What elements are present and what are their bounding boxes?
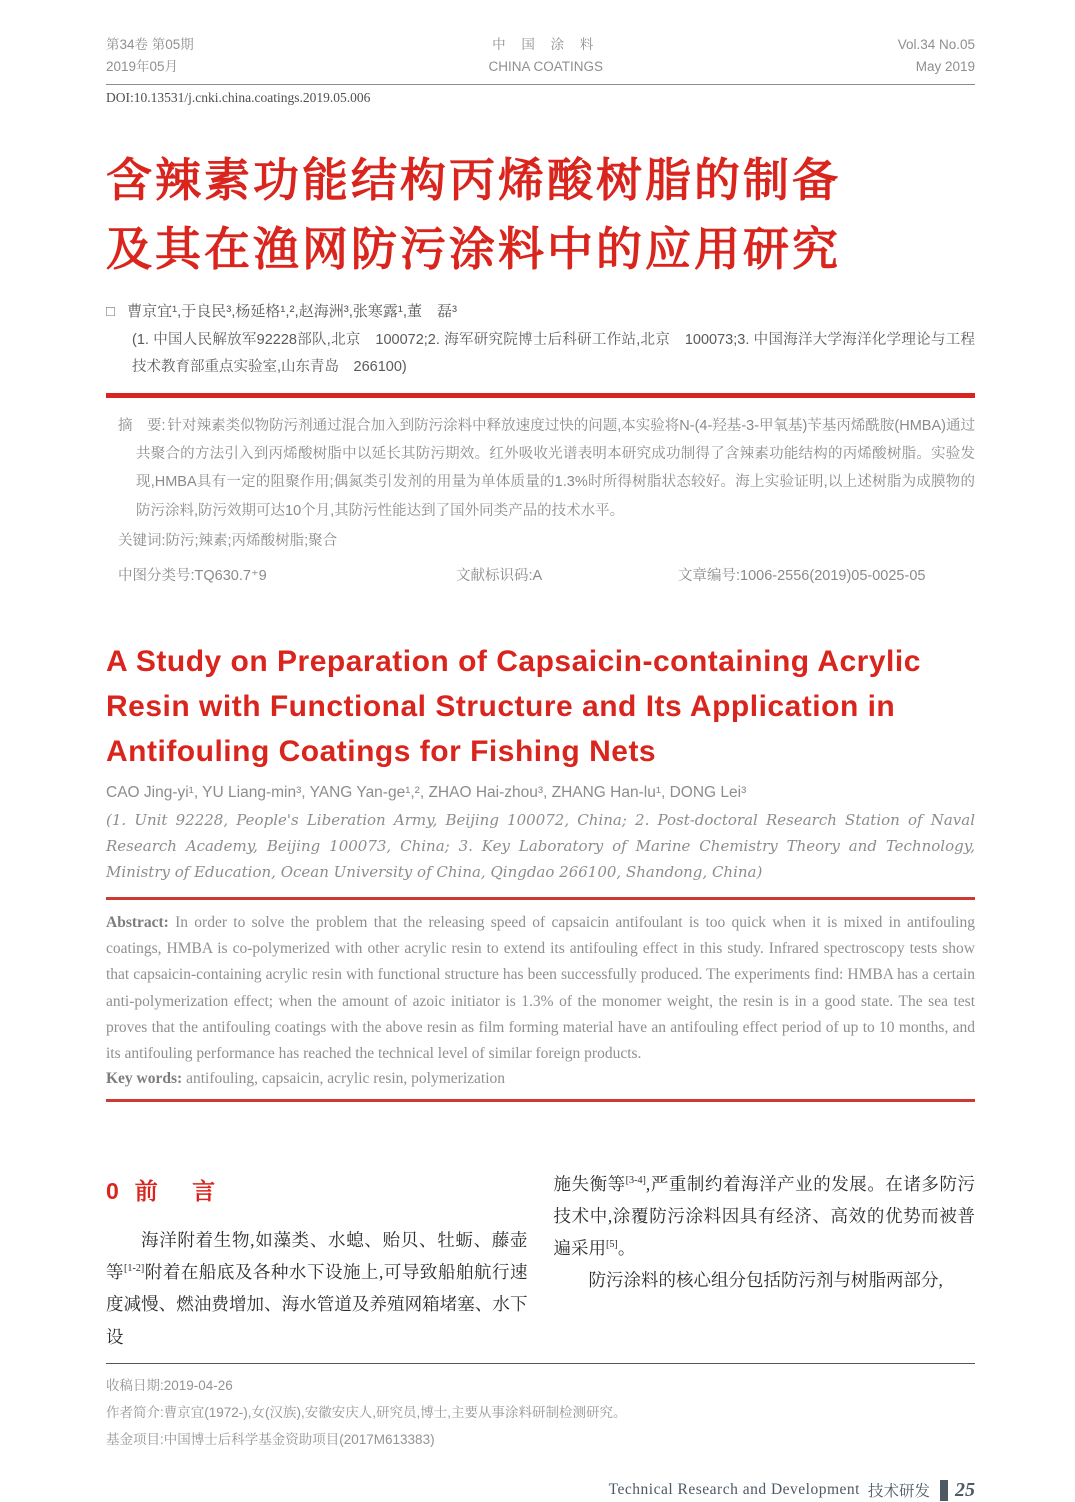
author-names-cn: 曹京宜¹,于良民³,杨延格¹,²,赵海洲³,张寒露¹,董 磊³	[127, 303, 458, 321]
red-divider-thick	[106, 393, 975, 398]
body-paragraph: 施失衡等[3-4],严重制约着海洋产业的发展。在诸多防污技术中,涂覆防污涂料因具有经济、高效的优势而被普遍采用[5]。	[553, 1173, 976, 1259]
abstract-text-cn: 针对辣素类似物防污剂通过混合加入到防污涂料中释放速度过快的问题,本实验将N-(4-羟基-3-甲氧基)苄基丙烯酰胺(HMBA)通过共聚合的方法引入到丙烯酸树脂中以延长其防污期效。红外吸收光谱表明本研究成功制得了含辣素功能结构的丙烯酸树脂。实验发现,HMBA具有一定的阻聚作用;偶氮类引发剂的用量为单体质量的1.3%时所得树脂状态较好。海上实验证明,以上述树脂为成膜物的防污涂料,防污效期可达10个月,其防污性能达到了国外同类产品的技术水平。	[136, 417, 975, 519]
header-issue-info	[106, 34, 194, 77]
volume-issue-en: Vol.34 No.05	[897, 37, 975, 52]
article-meta-row	[118, 564, 975, 585]
red-divider-1	[106, 897, 975, 900]
footnotes	[106, 1372, 975, 1453]
title-cn-line2: 及其在渔网防污涂料中的应用研究	[106, 223, 841, 276]
article-id: 文章编号:1006-2556(2019)05-0025-05	[678, 567, 926, 584]
document-code: 文献标识码:A	[456, 567, 543, 584]
header-issue-info-en	[898, 34, 975, 77]
body-columns	[106, 1168, 975, 1353]
title-cn-line1: 含辣素功能结构丙烯酸树脂的制备	[106, 154, 841, 207]
footnote-divider	[106, 1363, 975, 1364]
title-en-line3: Antifouling Coatings for Fishing Nets	[106, 734, 657, 768]
article-title-cn	[106, 146, 975, 284]
doi: DOI:10.13531/j.cnki.china.coatings.2019.05.006	[106, 90, 371, 106]
keywords-cn	[118, 529, 975, 550]
authors-en: CAO Jing-yi¹, YU Liang-min³, YANG Yan-ge¹,², ZHAO Hai-zhou³, ZHANG Han-lu¹, DONG Lei³	[106, 783, 747, 801]
date-en: May 2019	[915, 58, 975, 74]
journal-header	[106, 34, 975, 77]
page-number: 25	[955, 1478, 975, 1501]
volume-issue-cn: 第34卷 第05期	[106, 37, 194, 52]
footer-section-en: Technical Research and Development	[608, 1481, 860, 1499]
keywords-text-en: antifouling, capsaicin, acrylic resin, polymerization	[182, 1069, 506, 1087]
section-number: 0	[106, 1177, 119, 1204]
body-column-right	[554, 1168, 976, 1353]
body-paragraph: 海洋附着生物,如藻类、水螅、贻贝、牡蛎、藤壶等[1-2]附着在船底及各种水下设施上,可导致船舶航行速度减慢、燃油费增加、海水管道及养殖网箱堵塞、水下设	[106, 1230, 528, 1347]
keywords-label-cn: 关键词:	[118, 532, 166, 549]
clc-number: 中图分类号:TQ630.7⁺9	[118, 567, 267, 584]
article-title-en	[106, 639, 975, 774]
authors-cn	[106, 300, 975, 321]
abstract-text-en: In order to solve the problem that the releasing speed of capsaicin antifoulant is too quick when it is mixed in antifouling coatings, HMBA is co-polymerized with other acrylic resin to extend its antifouling effect in this study. Infrared spectroscopy tests show that capsaicin-containing acrylic resin with functional structure has been successfully produced. The experiments find: HMBA has a certain anti-polymerization effect; when the amount of azoic initiator is 1.3% of the monomer weight, the resin is in a good state. The sea test proves that the antifouling coatings with the above resin as film forming material have an antifouling effect period of up to 10 months, and its antifouling performance has reached the technical level of similar foreign products.	[106, 913, 975, 1063]
footnote-author-bio: 作者简介:曹京宜(1972-),女(汉族),安徽安庆人,研究员,博士,主要从事涂料研制检测研究。	[106, 1404, 627, 1420]
keywords-en	[106, 1070, 975, 1088]
journal-name-cn: 中 国 涂 料	[492, 37, 600, 52]
affiliation-en: (1. Unit 92228, People's Liberation Army, Beijing 100072, China; 2. Post-doctoral Research Station of Naval Research Academy, Beijing 100073, China; 3. Key Laboratory of Marine Chemistry Theory and Technology, Ministry of Education, Ocean University of China, Qingdao 266100, Shandong, China)	[106, 810, 975, 882]
page-footer	[106, 1479, 975, 1502]
date-cn: 2019年05月	[106, 58, 179, 74]
journal-name	[488, 34, 603, 77]
affiliation-cn: (1. 中国人民解放军92228部队,北京 100072;2. 海军研究院博士后科研工作站,北京 100073;3. 中国海洋大学海洋化学理论与工程技术教育部重点实验室,山东青岛 266100)	[132, 332, 975, 375]
abstract-label-cn: 摘 要:	[118, 417, 166, 434]
title-en-line2: Resin with Functional Structure and Its Application in	[106, 689, 896, 723]
title-en-line1: A Study on Preparation of Capsaicin-containing Acrylic	[106, 644, 921, 678]
footer-section-cn: 技术研发	[867, 1483, 930, 1501]
header-divider	[106, 84, 975, 85]
abstract-en	[106, 910, 975, 1068]
section-title: 前 言	[134, 1177, 230, 1204]
abstract-label-en: Abstract:	[106, 913, 169, 931]
body-column-left	[106, 1168, 528, 1353]
keywords-label-en: Key words:	[106, 1069, 183, 1087]
red-divider-2	[106, 1099, 975, 1102]
body-paragraph: 防污涂料的核心组分包括防污剂与树脂两部分,	[588, 1270, 943, 1291]
journal-name-en: CHINA COATINGS	[488, 58, 603, 74]
abstract-cn	[118, 412, 975, 525]
section-heading	[106, 1170, 528, 1212]
footnote-received-date: 收稿日期:2019-04-26	[106, 1377, 233, 1393]
footnote-funding: 基金项目:中国博士后科学基金资助项目(2017M613383)	[106, 1431, 435, 1447]
keywords-text-cn: 防污;辣素;丙烯酸树脂;聚合	[165, 532, 338, 549]
footer-bar-icon	[940, 1480, 948, 1501]
author-marker-icon: □	[106, 303, 116, 321]
